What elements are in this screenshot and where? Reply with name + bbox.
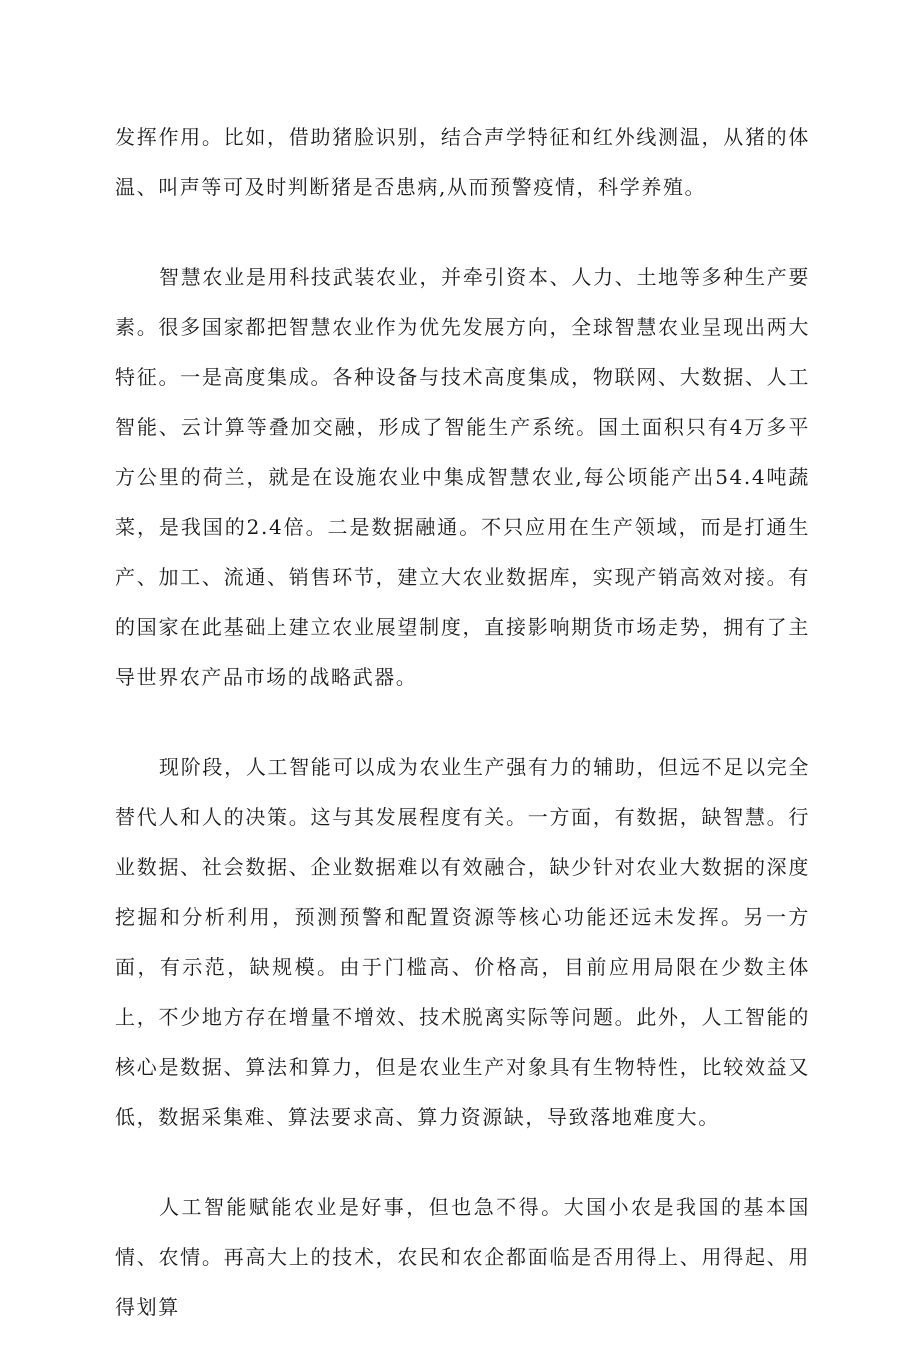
paragraph-current-stage: 现阶段，人工智能可以成为农业生产强有力的辅助，但远不足以完全替代人和人的决策。这与其发展程度有关。一方面，有数据，缺智慧。行业数据、社会数据、企业数据难以有效融合，缺少针对农业大数据的深度挖掘和分析利用，预测预警和配置资源等核心功能还远未发挥。另一方面，有示范，缺规模。由于门槛高、价格高，目前应用局限在少数主体上，不少地方存在增量不增效、技术脱离实际等问题。此外，人工智能的核心是数据、算法和算力，但是农业生产对象具有生物特性，比较效益又低，数据采集难、算法要求高、算力资源缺，导致落地难度大。: [115, 755, 810, 1129]
paragraph-smart-agriculture: 智慧农业是用科技武装农业，并牵引资本、人力、土地等多种生产要素。很多国家都把智慧农业作为优先发展方向，全球智慧农业呈现出两大特征。一是高度集成。各种设备与技术高度集成，物联网、大数据、人工智能、云计算等叠加交融，形成了智能生产系统。国土面积只有4万多平方公里的荷兰，就是在设施农业中集成智慧农业,每公顷能产出54.4吨蔬菜，是我国的2.4倍。二是数据融通。不只应用在生产领域，而是打通生产、加工、流通、销售环节，建立大农业数据库，实现产销高效对接。有的国家在此基础上建立农业展望制度，直接影响期货市场走势，拥有了主导世界农产品市场的战略武器。: [115, 265, 810, 689]
paragraph-continuation: 发挥作用。比如，借助猪脸识别，结合声学特征和红外线测温，从猪的体温、叫声等可及时判断猪是否患病,从而预警疫情，科学养殖。: [115, 125, 810, 199]
document-body: [115, 112, 810, 1372]
paragraph-empowerment: 人工智能赋能农业是好事，但也急不得。大国小农是我国的基本国情、农情。再高大上的技术，农民和农企都面临是否用得上、用得起、用得划算: [115, 1195, 810, 1319]
